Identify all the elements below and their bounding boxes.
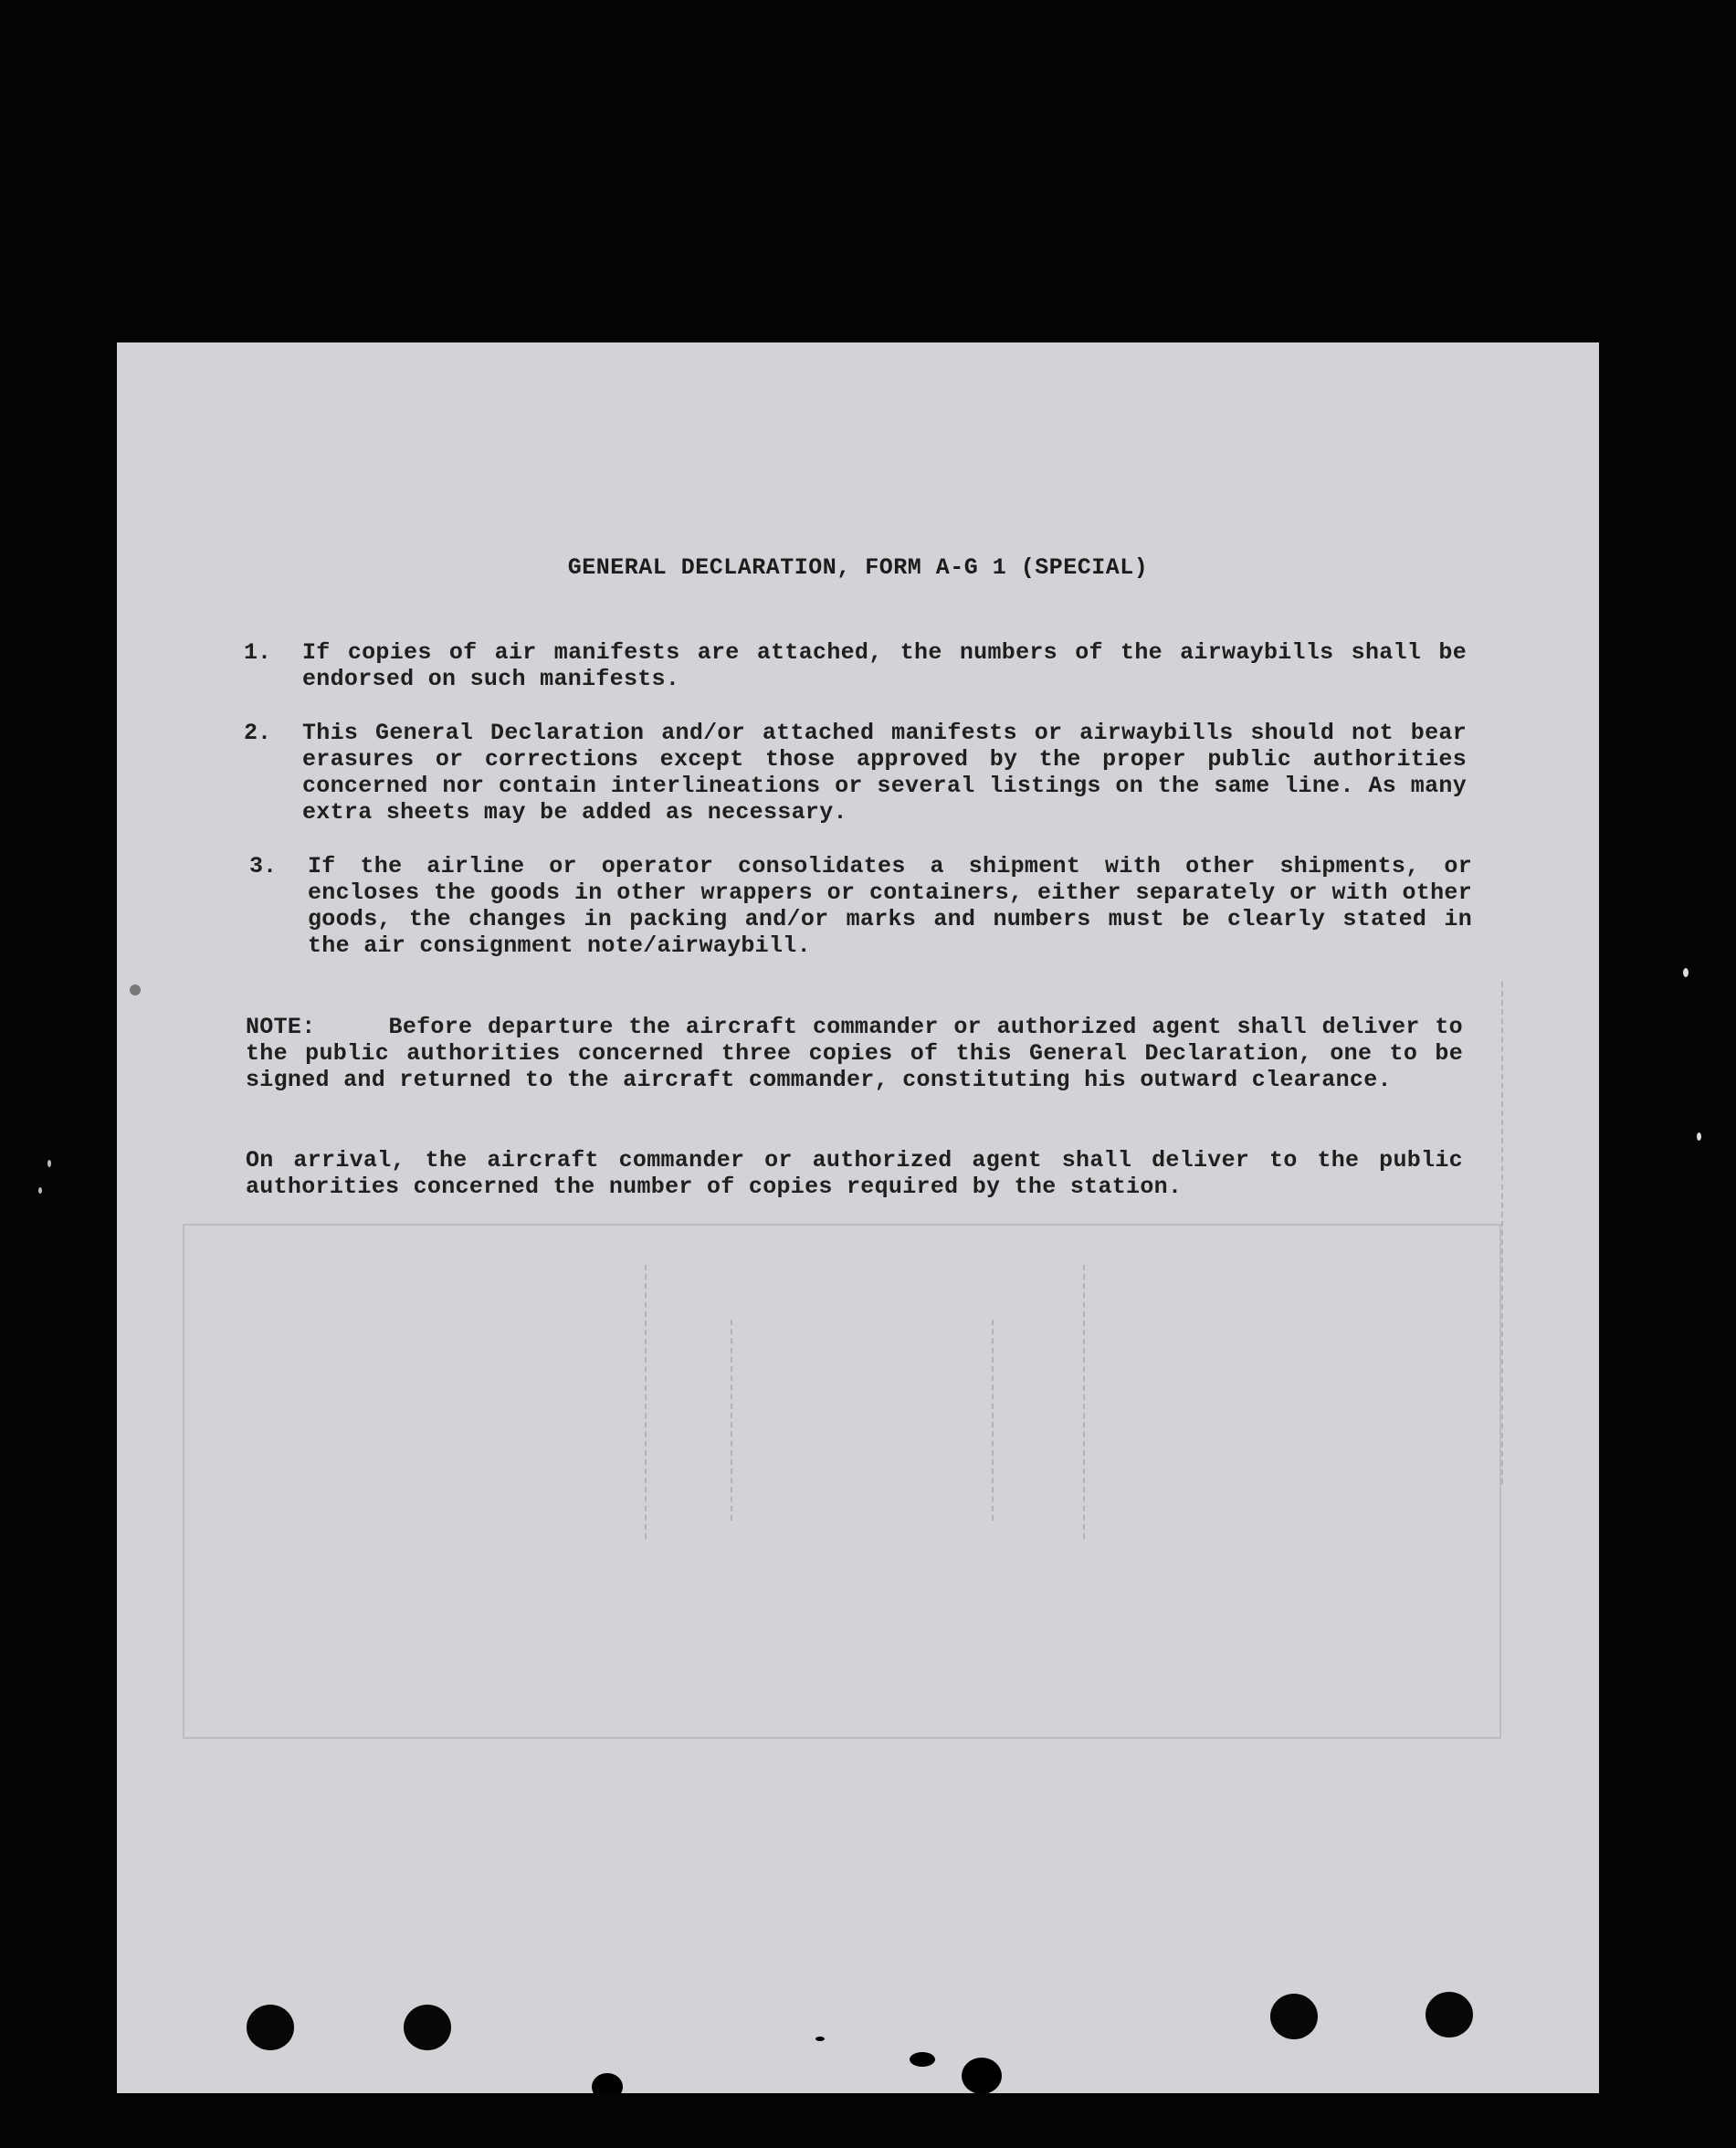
document-title: GENERAL DECLARATION, FORM A-G 1 (SPECIAL) (567, 554, 1149, 581)
punch-hole (1426, 1992, 1473, 2037)
show-through-rule (1083, 1265, 1085, 1539)
background-speck (47, 1160, 51, 1167)
punch-hole (404, 2005, 451, 2050)
background-speck (38, 1187, 42, 1194)
torn-edge-mark (962, 2058, 1002, 2093)
note-label: NOTE: (246, 1014, 316, 1040)
torn-edge-mark (910, 2052, 935, 2067)
torn-edge-mark (592, 2073, 623, 2093)
show-through-rule (731, 1320, 732, 1521)
torn-edge-mark (815, 2037, 825, 2041)
item-number: 3. (249, 853, 278, 879)
punch-hole (1270, 1994, 1318, 2039)
arrival-paragraph: On arrival, the aircraft commander or authorized agent shall deliver to the public authorities concerned the number of copies required by the station. (246, 1147, 1463, 1200)
background-speck (1683, 968, 1689, 977)
punch-hole (247, 2005, 294, 2050)
show-through-rule (1501, 982, 1503, 1484)
show-through-rule (645, 1265, 647, 1539)
show-through-box (183, 1224, 1501, 1739)
item-number: 2. (244, 720, 272, 746)
note-text: Before departure the aircraft commander or authorized agent shall deliver to the public authorities concerned three copies of this General Declaration, one to be signed and returned to the aircraft commander, constituting his outward clearance. (246, 1014, 1463, 1093)
item-text: If copies of air manifests are attached, the numbers of the airwaybills shall be endorsed on such manifests. (302, 639, 1467, 692)
background-speck (130, 984, 141, 995)
scanned-page (117, 342, 1599, 2093)
background-speck (1697, 1132, 1701, 1141)
note-paragraph (246, 1014, 1463, 1093)
show-through-rule (992, 1320, 994, 1521)
item-text: This General Declaration and/or attached manifests or airwaybills should not bear erasures or corrections except those approved by the proper public authorities concerned nor contain interlineations or several listings on the same line. As many extra sheets may be added as necessary. (302, 720, 1467, 826)
item-text: If the airline or operator consolidates a shipment with other shipments, or encloses the goods in other wrappers or containers, either separately or with other goods, the changes in packing and/or marks and numbers must be clearly stated in the air consignment note/airwaybill. (308, 853, 1472, 959)
item-number: 1. (244, 639, 272, 666)
